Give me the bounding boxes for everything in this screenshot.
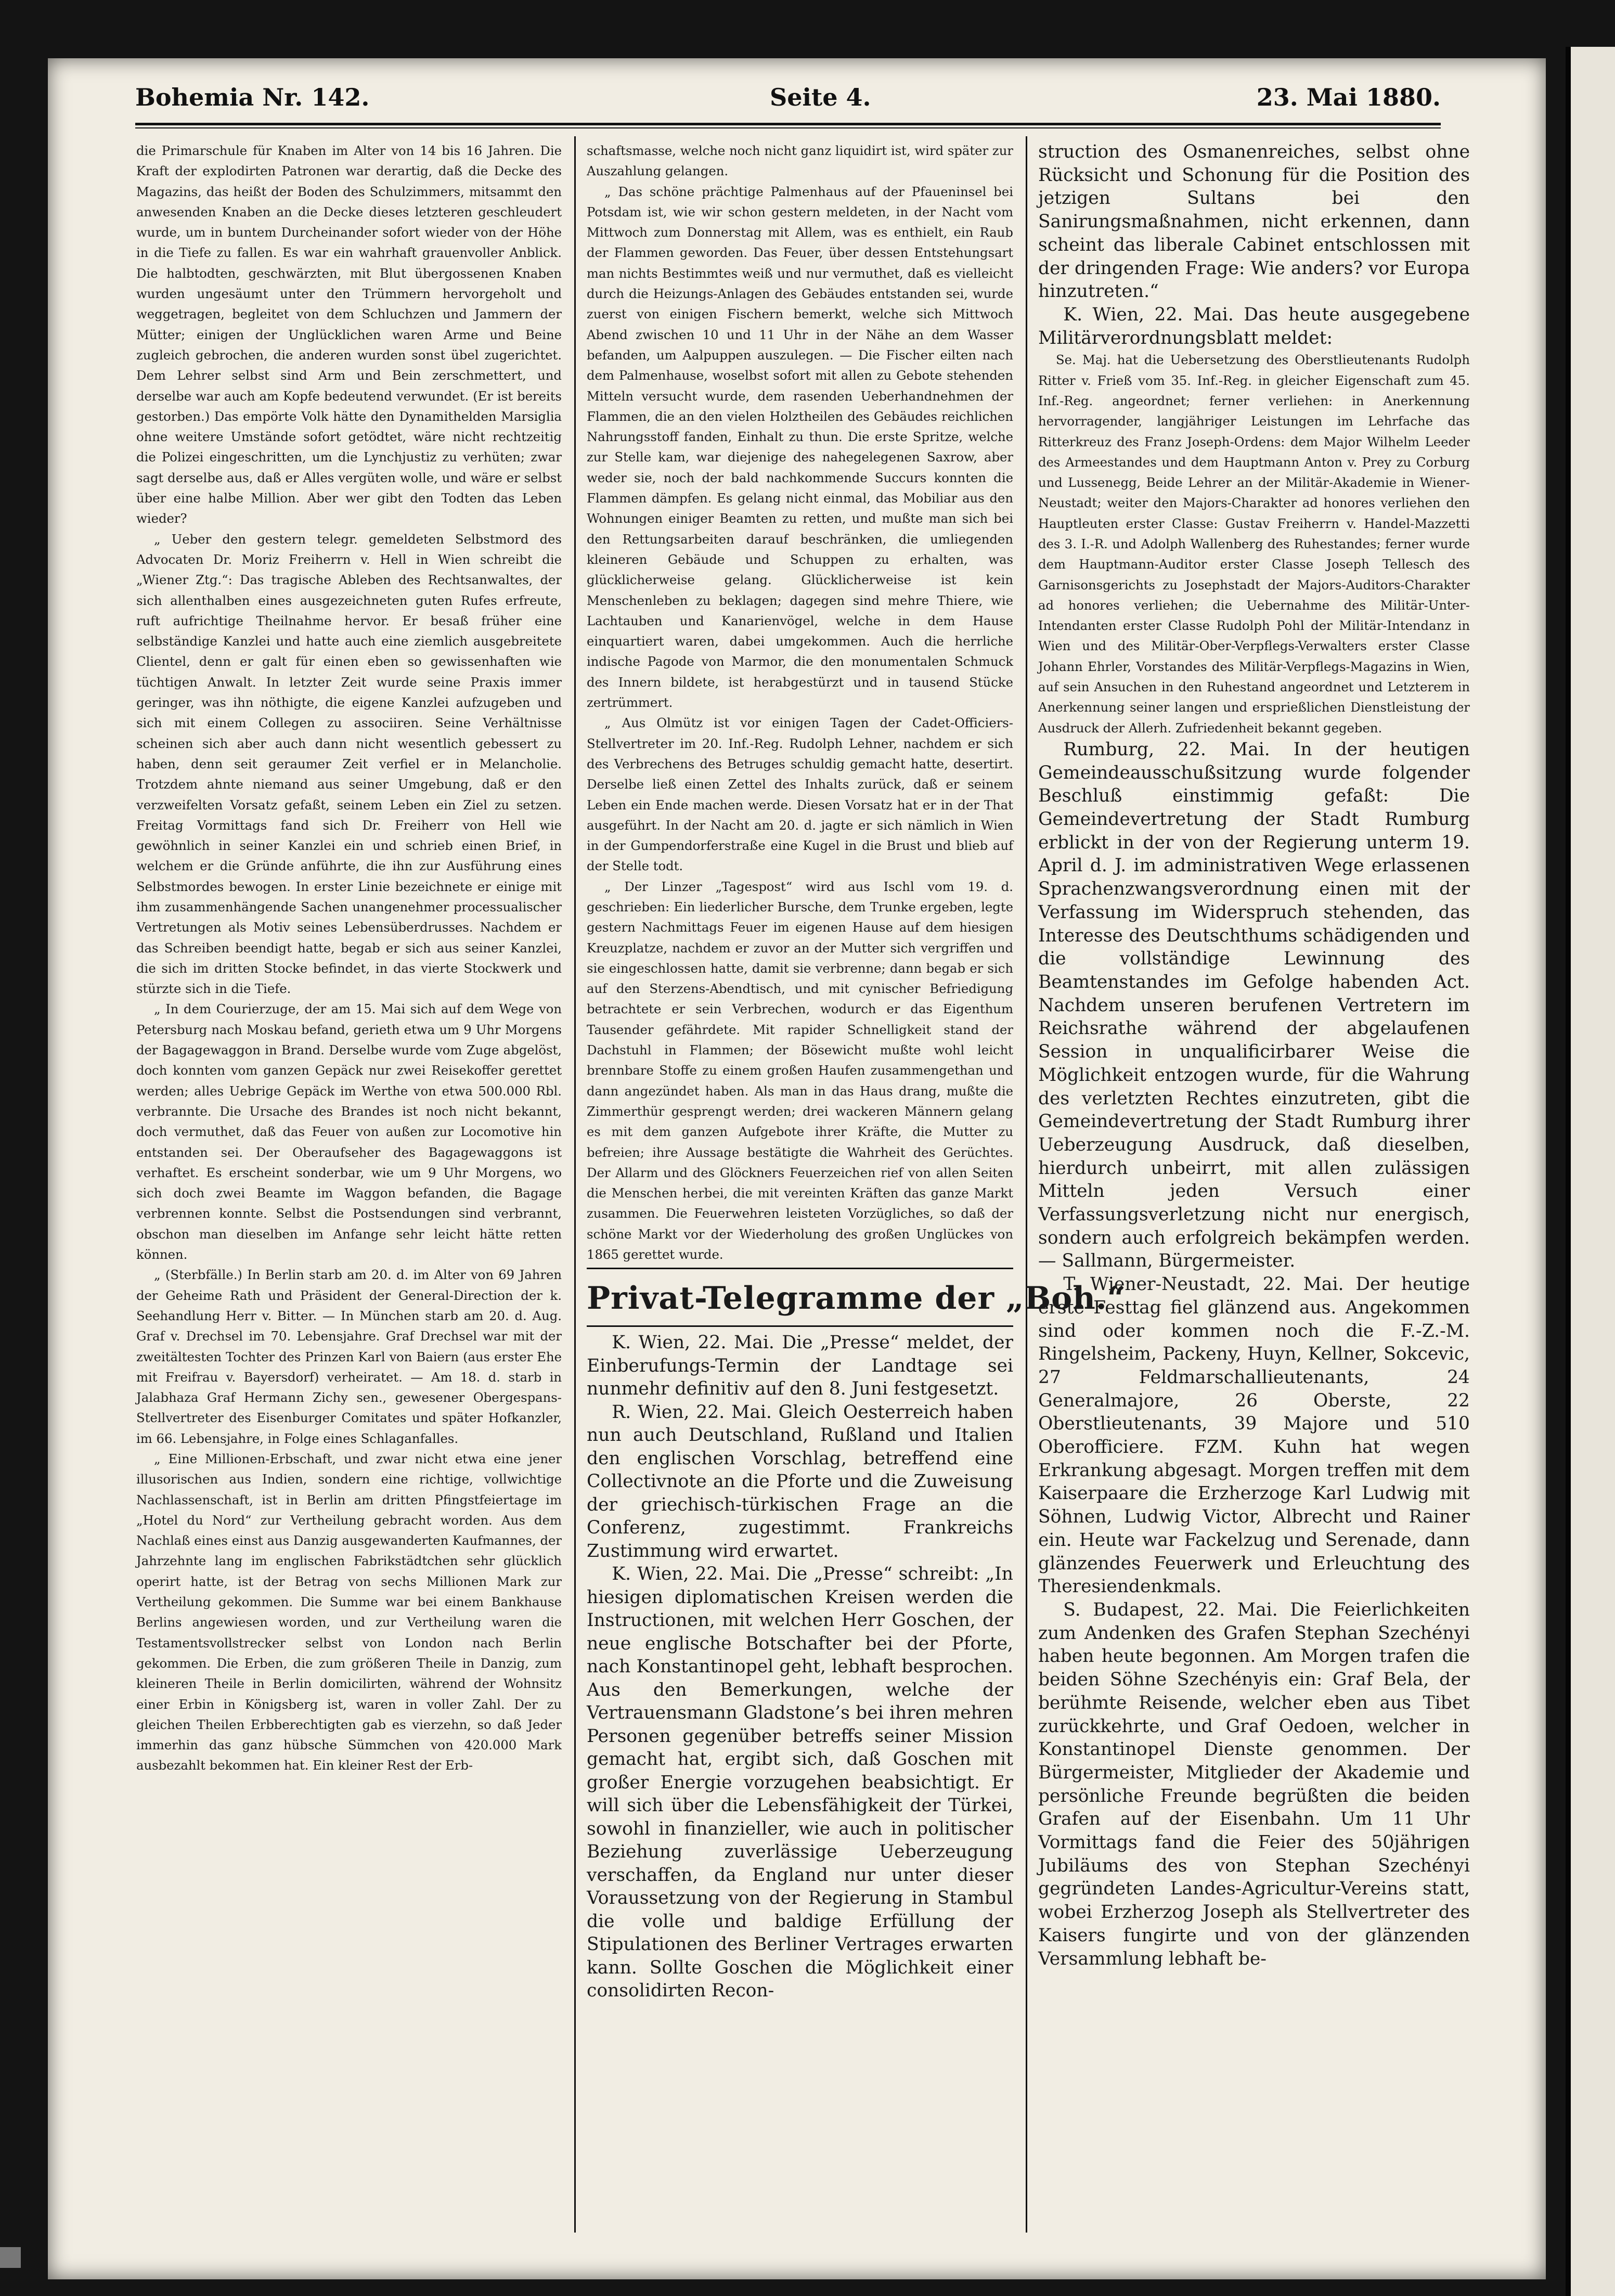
article-paragraph: „ Aus Olmütz ist vor einigen Tagen der Cadet-Officiers-Stellvertreter im 20. Inf.-Reg. Rudolph Lehner, nachdem er sich des Verbrechens des Betruges schuldig gemacht hatte, desertirt. Derselbe ließ einen Zettel des Inhalts zurück, daß er seinem Leben ein Ende machen werde. Diesen Vorsatz hat er in der That ausgeführt. In der Nacht am 20. d. jagte er sich nämlich in Wien in der Gumpendorferstraße eine Kugel in die Brust und blieb auf der Stelle todt. bbox=[587, 715, 1013, 874]
telegram-item: S. Budapest, 22. Mai. Die Feierlichkeiten zum Andenken des Grafen Stephan Szechényi haben heute begonnen. Am Morgen trafen die beiden Söhne Szechényis ein: Graf Bela, der berühmte Reisende, welcher eben aus Tibet zurückkehrte, und Graf Oedoen, welcher in Konstantinopel Dienste genommen. Der Bürgermeister, Mitglieder der Akademie und persönliche Freunde begrüßten die beiden Grafen auf der Eisenbahn. Um 11 Uhr Vormittags fand die Feier des 50jährigen Jubiläums des von Stephan Szechényi gegründeten Landes-Agricultur-Vereins statt, wobei Erzherzog Joseph als Stellvertreter des Kaisers fungirte und von der glänzenden Versammlung lebhaft be- bbox=[1038, 1599, 1470, 1969]
adjacent-page-edge bbox=[1566, 47, 1615, 2296]
header-rule bbox=[135, 123, 1441, 128]
telegram-item: struction des Osmanenreiches, selbst ohne Rücksicht und Schonung für die Position des jetzigen Sultans bei den Sanirungsmaßnahmen, nicht erkennen, dann scheint das liberale Cabinet entschlossen mit der dringenden Frage: Wie anders? vor Europa hinzutreten.“ bbox=[1038, 141, 1470, 302]
scan-corner-mark bbox=[0, 2247, 21, 2268]
middle-news-block bbox=[587, 140, 1013, 1265]
decree-paragraph: Se. Maj. hat die Uebersetzung des Oberstlieutenants Rudolph Ritter v. Frieß vom 35. Inf.-Reg. in gleicher Eigenschaft zum 45. Inf.-Reg. angeordnet; ferner verliehen: in Anerkennung hervorragender, langjähriger Leistungen im Lehrfache das Ritterkreuz des Franz Joseph-Ordens: dem Major Wilhelm Leeder des Armeestandes und dem Hauptmann Anton v. Prey zu Corburg und Lussenegg, Beide Lehrer an der Militär-Akademie in Wiener-Neustadt; weiter den Majors-Charakter ad honores verliehen den Hauptleuten erster Classe: Gustav Freiherrn v. Handel-Mazzetti des 3. I.-R. und Adolph Wallenberg des Ruhestandes; ferner wurde dem Hauptmann-Auditor erster Classe Joseph Tellesch des Garnisonsgerichts zu Josephstadt der Majors-Auditors-Charakter ad honores verliehen; die Uebernahme des Militär-Unter-Intendanten erster Classe Rudolph Pohl der Militär-Intendanz in Wien und des Militär-Ober-Verpflegs-Verwalters erster Classe Johann Ehrler, Vorstandes des Militär-Verpflegs-Magazins in Wien, auf sein Ansuchen in den Ruhestand angeordnet und Letzterem in Anerkennung seiner langen und ersprießlichen Dienstleistung der Ausdruck der Allerh. Zufriedenheit bekannt gegeben. bbox=[1038, 352, 1470, 736]
left-column bbox=[136, 140, 562, 2231]
article-paragraph: „ Eine Millionen-Erbschaft, und zwar nicht etwa eine jener illusorischen aus Indien, sondern eine richtige, vollwichtige Nachlassenschaft, ist in Berlin am dritten Pfingstfeiertage im „Hotel du Nord“ zur Vertheilung gebracht worden. Aus dem Nachlaß eines einst aus Danzig ausgewanderten Kaufmannes, der Jahrzehnte lang im englischen Fabrikstädtchen sehr glücklich operirt hatte, ist der Betrag von sechs Millionen Mark zur Vertheilung gekommen. Die Summe war bei einem Bankhause Berlins angewiesen worden, und zur Vertheilung waren die Testamentsvollstrecker selbst von London nach Berlin gekommen. Die Erben, die zum größeren Theile in Danzig, zum kleineren Theile in Berlin domicilirten, während der Wohnsitz einer Erbin in Königsberg ist, waren in voller Zahl. Der zu gleichen Theilen Erbberechtigten gab es vierzehn, so daß Jeder immerhin das ganz hübsche Sümmchen von 420.000 Mark ausbezahlt bekommen hat. Ein kleiner Rest der Erb- bbox=[136, 1451, 562, 1773]
article-paragraph: „ In dem Courierzuge, der am 15. Mai sich auf dem Wege von Petersburg nach Moskau befand, gerieth etwa um 9 Uhr Morgens der Bagagewaggon in Brand. Derselbe wurde vom Zuge abgelöst, doch konnten vom ganzen Gepäck nur zwei Reisekoffer gerettet werden; alles Uebrige Gepäck im Werthe von etwa 500.000 Rbl. verbrannte. Die Ursache des Brandes ist noch nicht bekannt, doch vermuthet, daß das Feuer von außen zur Locomotive hin entstanden sei. Der Oberaufseher des Bagagewaggons ist verhaftet. Es erscheint sonderbar, wie um 9 Uhr Morgens, wo sich doch zwei Beamte im Waggon befanden, die Bagage verbrennen konnte. Selbst die Postsendungen sind verbrannt, obschon man dieselben im Anfange sehr leicht hätte retten können. bbox=[136, 1001, 562, 1262]
article-paragraph: schaftsmasse, welche noch nicht ganz liquidirt ist, wird später zur Auszahlung gelangen. bbox=[587, 143, 1013, 179]
telegram-block bbox=[587, 1331, 1013, 2003]
header-date: 23. Mai 1880. bbox=[1256, 83, 1441, 111]
telegram-item: T. Wiener-Neustadt, 22. Mai. Der heutige erste Festtag fiel glänzend aus. Angekommen sind oder kommen noch die F.-Z.-M. Ringelsheim, Packeny, Huyn, Kellner, Sokcevic, 27 Feldmarschallieutenants, 24 Generalmajore, 26 Oberste, 22 Oberstlieutenants, 39 Majore und 510 Oberofficiere. FZM. Kuhn hat wegen Erkrankung abgesagt. Morgen treffen mit dem Kaiserpaare die Erzherzoge Karl Ludwig mit Söhnen, Ludwig Victor, Albrecht und Rainer ein. Heute war Fackelzug und Serenade, dann glänzendes Feuerwerk und Erleuchtung des Theresiendenkmals. bbox=[1038, 1274, 1470, 1597]
article-paragraph: „ (Sterbfälle.) In Berlin starb am 20. d. im Alter von 69 Jahren der Geheime Rath und Präsident der General-Direction der k. Seehandlung Herr v. Bitter. — In München starb am 20. d. Aug. Graf v. Drechsel im 70. Lebensjahre. Graf Drechsel war mit der zweitältesten Tochter des Prinzen Karl von Baiern (aus erster Ehe mit Freifrau v. Bayersdorf) verheiratet. — Am 18. d. starb in Jalabhaza Graf Hermann Zichy sen., gewesener Obergespans-Stellvertreter des Eisenburger Comitates und später Hofkanzler, im 66. Lebensjahre, in Folge eines Schlaganfalles. bbox=[136, 1267, 562, 1446]
header-page-number: Seite 4. bbox=[770, 83, 871, 111]
telegram-section-heading: Privat-Telegramme der „Boh.“ bbox=[587, 1280, 1126, 1317]
section-rule bbox=[587, 1325, 1013, 1327]
telegram-item: Rumburg, 22. Mai. In der heutigen Gemeindeausschußsitzung wurde folgender Beschluß einstimmig gefaßt: Die Gemeindevertretung der Stadt Rumburg erblickt in der von der Regierung unterm 19. April d. J. im administrativen Wege erlassenen Sprachenzwangsverordnung einen mit der Verfassung im Widerspruch stehenden, das Interesse des Deutschthums schädigenden und die vollständige Lewinnung des Beamtenstandes im Gefolge habenden Act. Nachdem unseren berufenen Vertretern im Reichsrathe während der abgelaufenen Session in unqualificirbarer Weise die Möglichkeit entzogen wurde, für die Wahrung des verletzten Rechtes einzutreten, gibt die Gemeindevertretung der Stadt Rumburg ihrer Ueberzeugung Ausdruck, daß dieselben, hierdurch unbeirrt, mit allen zulässigen Mitteln jeden Versuch einer Verfassungsverletzung nicht nur energisch, sondern auch erfolgreich bekämpfen werden. — Sallmann, Bürgermeister. bbox=[1038, 739, 1470, 1272]
article-paragraph: „ Ueber den gestern telegr. gemeldeten Selbstmord des Advocaten Dr. Moriz Freiherrn v. Hell in Wien schreibt die „Wiener Ztg.“: Das tragische Ableben des Rechtsanwaltes, der sich allenthalben eines ausgezeichneten guten Rufes erfreute, ruft aufrichtige Theilnahme hervor. Er besaß früher eine selbständige Kanzlei und hatte auch eine ziemlich ausgebreitete Clientel, denn er galt für einen eben so gewissenhaften wie tüchtigen Anwalt. In letzter Zeit wurde seine Praxis immer geringer, was ihn nöthigte, die eigene Kanzlei aufzugeben und sich mit einem Collegen zu associiren. Seine Verhältnisse scheinen sich aber auch dann nicht wesentlich gebessert zu haben, denn seit geraumer Zeit verfiel er in Melancholie. Trotzdem ahnte niemand aus seiner Umgebung, daß er den verzweifelten Vorsatz gefaßt, seinem Leben ein Ziel zu setzen. Freitag Vormittags fand sich Dr. Freiherr von Hell wie gewöhnlich in seiner Kanzlei ein und schrieb einen Brief, in welchem er die Gründe anführte, die ihn zur Ausführung eines Selbstmordes bewogen. In erster Linie bezeichnete er einige mit ihm zusammenhängende Sachen unangenehmer processualischer Vertretungen als Motiv seines Lebensüberdrusses. Nachdem er das Schreiben beendigt hatte, begab er sich aus seiner Kanzlei, die sich im dritten Stocke befindet, in das vierte Stockwerk und stürzte sich in die Tiefe. bbox=[136, 531, 562, 997]
column-divider bbox=[574, 136, 576, 2233]
telegram-item: K. Wien, 22. Mai. Die „Presse“ schreibt: „In hiesigen diplomatischen Kreisen werden die Instructionen, mit welchen Herr Goschen, der neue englische Botschafter bei der Pforte, nach Konstantinopel geht, lebhaft besprochen. Aus den Bemerkungen, welche der Vertrauensmann Gladstone’s bei ihren mehren Personen gegenüber betreffs seiner Mission gemacht hat, ergibt sich, daß Goschen mit großer Energie vorzugehen beabsichtigt. Er will sich über die Lebensfähigkeit der Türkei, sowohl in finanzieller, wie auch in politischer Beziehung zuverlässige Ueberzeugung verschaffen, da England nur unter dieser Voraussetzung von der Regierung in Stambul die volle und baldige Erfüllung der Stipulationen des Berliner Vertrages erwarten kann. Sollte Goschen die Möglichkeit einer consolidirten Recon- bbox=[587, 1564, 1013, 2002]
middle-column bbox=[587, 140, 1126, 2231]
header-title: Bohemia Nr. 142. bbox=[135, 83, 370, 111]
telegram-item: K. Wien, 22. Mai. Das heute ausgegebene Militärverordnungsblatt meldet: bbox=[1038, 304, 1470, 349]
article-paragraph: „ Das schöne prächtige Palmenhaus auf der Pfaueninsel bei Potsdam ist, wie wir schon gestern meldeten, in der Nacht vom Mittwoch zum Donnerstag mit Allem, was es enthielt, ein Raub der Flammen geworden. Das Feuer, über dessen Entstehungsart man nichts Bestimmtes weiß und nur vermuthet, daß es vielleicht durch die Heizungs-Anlagen des Gebäudes entstanden sei, wurde zuerst von einigen Fischern bemerkt, welche sich Mittwoch Abend zwischen 10 und 11 Uhr in der Nähe an dem Wasser befanden, um Aalpuppen auszulegen. — Die Fischer eilten nach dem Palmenhause, woselbst sofort mit allen zu Gebote stehenden Mitteln versucht wurde, dem rasenden Ueberhandnehmen der Flammen, die an den vielen Holztheilen des Gebäudes reichlichen Nahrungsstoff fanden, Einhalt zu thun. Die erste Spritze, welche zur Stelle kam, war diejenige des nahegelegenen Saxrow, aber weder sie, noch der bald nachkommende Succurs konnten die Flammen dämpfen. Es gelang nicht einmal, das Mobiliar aus den Wohnungen einiger Beamten zu retten, und mußte man sich bei den Rettungsarbeiten darauf beschränken, die umliegenden kleineren Gebäude und Schuppen zu erhalten, was glücklicherweise gelang. Glücklicherweise ist kein Menschenleben zu beklagen; dagegen sind mehre Thiere, wie Lachtauben und Kanarienvögel, welche in dem Hause einquartiert waren, dabei umgekommen. Auch die herrliche indische Pagode von Marmor, die den monumentalen Schmuck des Innern bildete, ist herabgestürzt und in tausend Stücke zertrümmert. bbox=[587, 184, 1013, 711]
article-paragraph: die Primarschule für Knaben im Alter von 14 bis 16 Jahren. Die Kraft der explodirten Patronen war derartig, daß die Decke des Magazins, das heißt der Boden des Schulzimmers, mitsammt den anwesenden Knaben an die Decke dieses letzteren geschleudert wurde, um in buntem Durcheinander sofort wieder von der Höhe in die Tiefe zu fallen. Es war ein wahrhaft grauenvoller Anblick. Die halbtodten, geschwärzten, mit Blut übergossenen Knaben wurden ungesäumt unter den Trümmern hervorgeholt und weggetragen, begleitet von dem Schluchzen und Jammern der Mütter; einigen der Unglücklichen waren Arme und Beine zugleich gebrochen, die anderen wurden sonst übel zugerichtet. Dem Lehrer selbst sind Arm und Bein zerschmettert, und derselbe war auch am Kopfe bedeutend verwundet. (Er ist bereits gestorben.) Das empörte Volk hätte den Dynamithelden Marsiglia ohne weitere Umstände sofort getödtet, wäre nicht rechtzeitig die Polizei eingeschritten, um die Lynchjustiz zu verhüten; zwar sagt derselbe aus, daß er Alles vergüten wolle, und wäre er selbst über eine halbe Million. Aber wer gibt den Todten das Leben wieder? bbox=[136, 143, 562, 526]
article-paragraph: „ Der Linzer „Tagespost“ wird aus Ischl vom 19. d. geschrieben: Ein liederlicher Bursche, dem Trunke ergeben, legte gestern Nachmittags Feuer im eigenen Hause auf dem hiesigen Kreuzplatze, nachdem er zuvor an der Mutter sich vergriffen und sie eingeschlossen hatte, damit sie verbrenne; dann begab er sich auf den Sterzens-Abendtisch, und mit cynischer Befriedigung betrachtete er sein Verbrechen, wodurch er das Eigenthum Tausender gefährdete. Mit rapider Schnelligkeit stand der Dachstuhl in Flammen; der Bösewicht mußte wohl leicht brennbare Stoffe zu einem großen Haufen zusammengethan und dann angezündet haben. Als man in das Haus drang, mußte die Zimmerthür gesprengt werden; drei wackeren Männern gelang es mit dem ganzen Aufgebote ihrer Kräfte, die Mutter zu befreien; ihre Aussage bestätigte die Wahrheit des Gerüchtes. Der Allarm und des Glöckners Feuerzeichen rief von allen Seiten die Menschen herbei, die mit vereinten Kräften das ganze Markt zusammen. Die Feuerwehren leisteten Vorzügliches, so daß der schöne Markt vor der Wiederholung des großen Unglückes von 1865 gerettet wurde. bbox=[587, 879, 1013, 1262]
telegram-item: K. Wien, 22. Mai. Die „Presse“ meldet, der Einberufungs-Termin der Landtage sei nunmehr definitiv auf den 8. Juni festgesetzt. bbox=[587, 1332, 1013, 1400]
column-divider bbox=[1026, 136, 1027, 2233]
page-header bbox=[135, 83, 1441, 120]
section-rule bbox=[587, 1268, 1013, 1269]
right-column bbox=[1038, 140, 1470, 2231]
telegram-item: R. Wien, 22. Mai. Gleich Oesterreich haben nun auch Deutschland, Rußland und Italien den englischen Vorschlag, betreffend eine Collectivnote an die Pforte und die Zuweisung der griechisch-türkischen Frage an die Conferenz, zugestimmt. Frankreichs Zustimmung wird erwartet. bbox=[587, 1401, 1013, 1562]
